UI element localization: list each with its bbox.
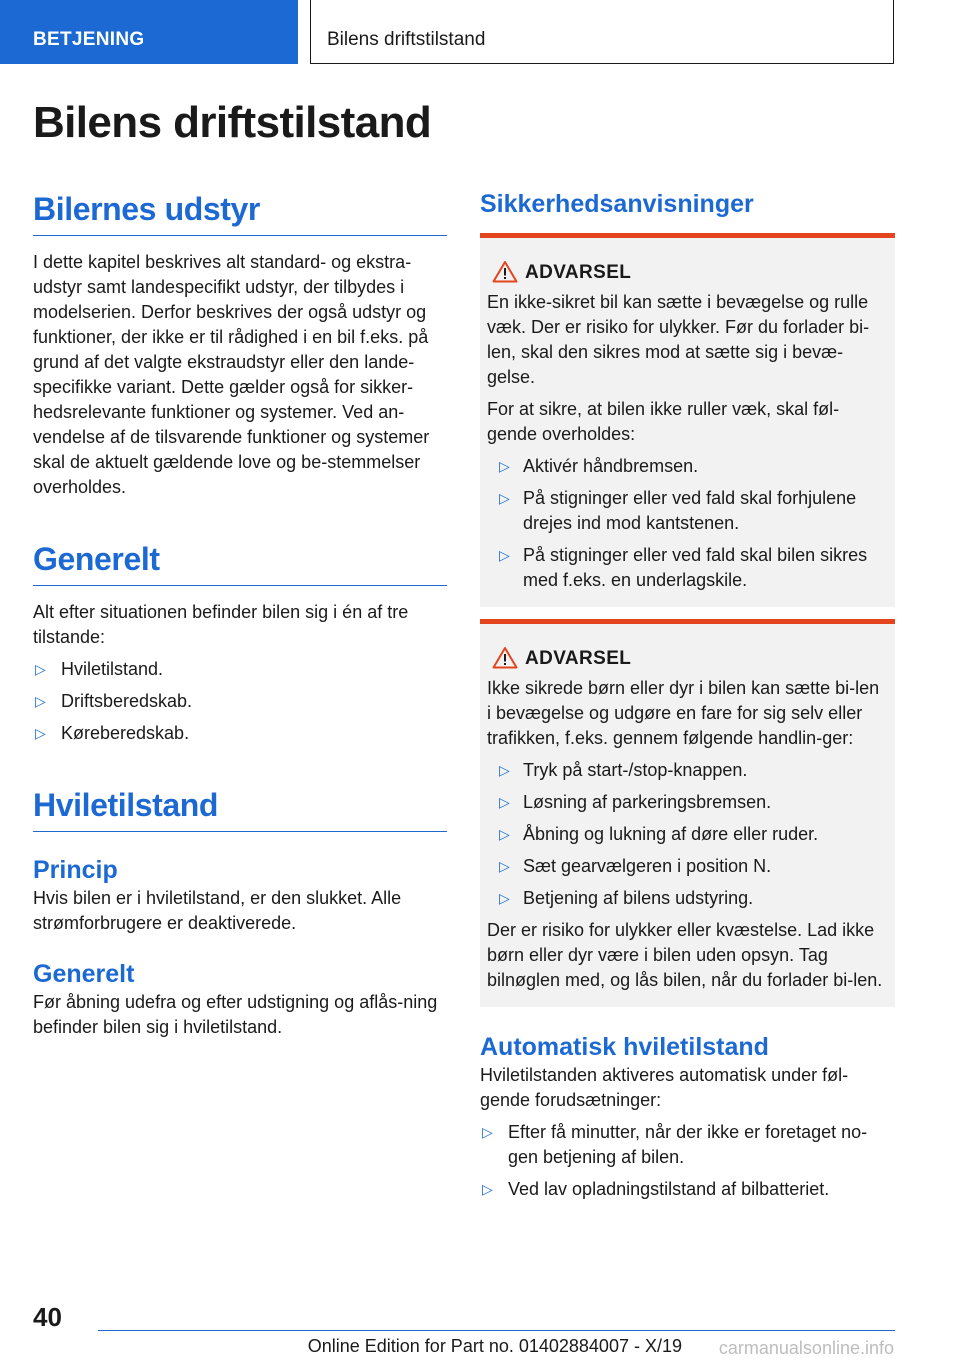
list-item: ▷ Åbning og lukning af døre eller ruder. — [487, 822, 888, 847]
list-item: ▷ Aktivér håndbremsen. — [487, 454, 888, 479]
list-item: ▷ Betjening af bilens udstyring. — [487, 886, 888, 911]
warning-header — [487, 646, 888, 672]
equipment-text: I dette kapitel beskrives alt standard- og ekstra-udstyr samt landespecifikt udstyr, der tilbydes i modelserien. Derfor beskrives der også udstyr og funktioner, der ikke er til rådighed i en bil f.eks. på grund af det valgte ekstraudstyr eller den lande-specifikke variant. Dette gælder også for sikker-hedsrelevante funktioner og systemer. Ved an-vendelse af de tilsvarende funktioner og systemer skal de aktuelt gældende love og be-stemmelser overholdes. — [33, 252, 430, 497]
list-item: ▷ Driftsberedskab. — [33, 689, 447, 714]
heading-principle: Princip — [33, 856, 118, 884]
triangle-bullet-icon: ▷ — [499, 762, 510, 778]
heading-auto-rest: Automatisk hviletilstand — [480, 1033, 769, 1061]
list-item: ▷ Tryk på start-/stop-knappen. — [487, 758, 888, 783]
footer-divider — [98, 1330, 895, 1331]
warning-box — [480, 619, 895, 1007]
header-section-label: BETJENING — [33, 29, 145, 50]
triangle-bullet-icon: ▷ — [35, 725, 46, 741]
header-section-tab — [0, 0, 298, 64]
list-item: ▷ Sæt gearvælgeren i position N. — [487, 854, 888, 879]
right-column — [480, 188, 895, 1202]
triangle-bullet-icon: ▷ — [499, 794, 510, 810]
left-column — [33, 188, 447, 1040]
header-topic-tab — [310, 0, 894, 64]
warning-header — [487, 260, 888, 286]
warning-text: En ikke-sikret bil kan sætte i bevægelse og rulle væk. Der er risiko for ulykker. Før du forlader bi-len, skal den sikres mod at sætte sig i bevæ-gelse. — [487, 292, 870, 387]
list-item: ▷ Løsning af parkeringsbremsen. — [487, 790, 888, 815]
triangle-bullet-icon: ▷ — [499, 547, 510, 563]
heading-general: Generelt — [33, 538, 447, 586]
list-item: ▷ Efter få minutter, når der ikke er foretaget no-gen betjening af bilen. — [482, 1122, 868, 1167]
heading-rest: Hviletilstand — [33, 784, 447, 832]
triangle-bullet-icon: ▷ — [35, 661, 46, 677]
heading-rest-general: Generelt — [33, 960, 135, 988]
list-item: ▷ Køreberedskab. — [33, 721, 447, 746]
warning-text: For at sikre, at bilen ikke ruller væk, skal føl-gende overholdes: — [487, 399, 840, 444]
general-text: Alt efter situationen befinder bilen sig i én af tre tilstande: — [33, 602, 409, 647]
rest-general-text: Før åbning udefra og efter udstigning og aflås-ning befinder bilen sig i hviletilstand. — [33, 992, 438, 1037]
triangle-bullet-icon: ▷ — [482, 1124, 493, 1140]
list-item: ▷ På stigninger eller ved fald skal bilen sikres med f.eks. en underlagskile. — [499, 545, 868, 590]
triangle-bullet-icon: ▷ — [499, 458, 510, 474]
triangle-bullet-icon: ▷ — [35, 693, 46, 709]
list-item: ▷ Hviletilstand. — [33, 657, 447, 682]
heading-equipment: Bilernes udstyr — [33, 188, 447, 236]
footer-edition: Online Edition for Part no. 01402884007 - X/19 — [307, 1336, 682, 1356]
warning-box — [480, 233, 895, 607]
states-list — [33, 657, 447, 746]
page-title: Bilens driftstilstand — [33, 98, 432, 147]
warning-list — [487, 758, 888, 911]
list-item: ▷ På stigninger eller ved fald skal forhjulene drejes ind mod kantstenen. — [499, 488, 857, 533]
triangle-bullet-icon: ▷ — [499, 490, 510, 506]
watermark: carmanualsonline.info — [718, 1338, 894, 1358]
warning-triangle-icon — [492, 260, 518, 283]
auto-rest-list — [480, 1120, 895, 1202]
warning-list — [487, 454, 888, 593]
warning-label: ADVARSEL — [525, 648, 632, 669]
warning-text: Der er risiko for ulykker eller kvæstelse. Lad ikke børn eller dyr være i bilen uden opsyn. Tag bilnøglen med, og lås bilen, når du forlader bi-len. — [487, 920, 883, 990]
triangle-bullet-icon: ▷ — [482, 1181, 493, 1197]
triangle-bullet-icon: ▷ — [499, 890, 510, 906]
auto-rest-text: Hviletilstanden aktiveres automatisk under føl-gende forudsætninger: — [480, 1065, 849, 1110]
triangle-bullet-icon: ▷ — [499, 826, 510, 842]
warning-label: ADVARSEL — [525, 262, 632, 283]
triangle-bullet-icon: ▷ — [499, 858, 510, 874]
principle-text: Hvis bilen er i hviletilstand, er den slukket. Alle strømforbrugere er deaktiverede. — [33, 888, 402, 933]
warning-text: Ikke sikrede børn eller dyr i bilen kan sætte bi-len i bevægelse og udgøre en fare for sig selv eller trafikken, f.eks. gennem følgende handlin-ger: — [487, 678, 880, 748]
warning-triangle-icon — [492, 646, 518, 669]
header-topic-label: Bilens driftstilstand — [327, 29, 486, 50]
list-item: ▷ Ved lav opladningstilstand af bilbatteriet. — [480, 1177, 895, 1202]
page-number: 40 — [33, 1302, 62, 1332]
heading-safety: Sikkerhedsanvisninger — [480, 190, 754, 218]
